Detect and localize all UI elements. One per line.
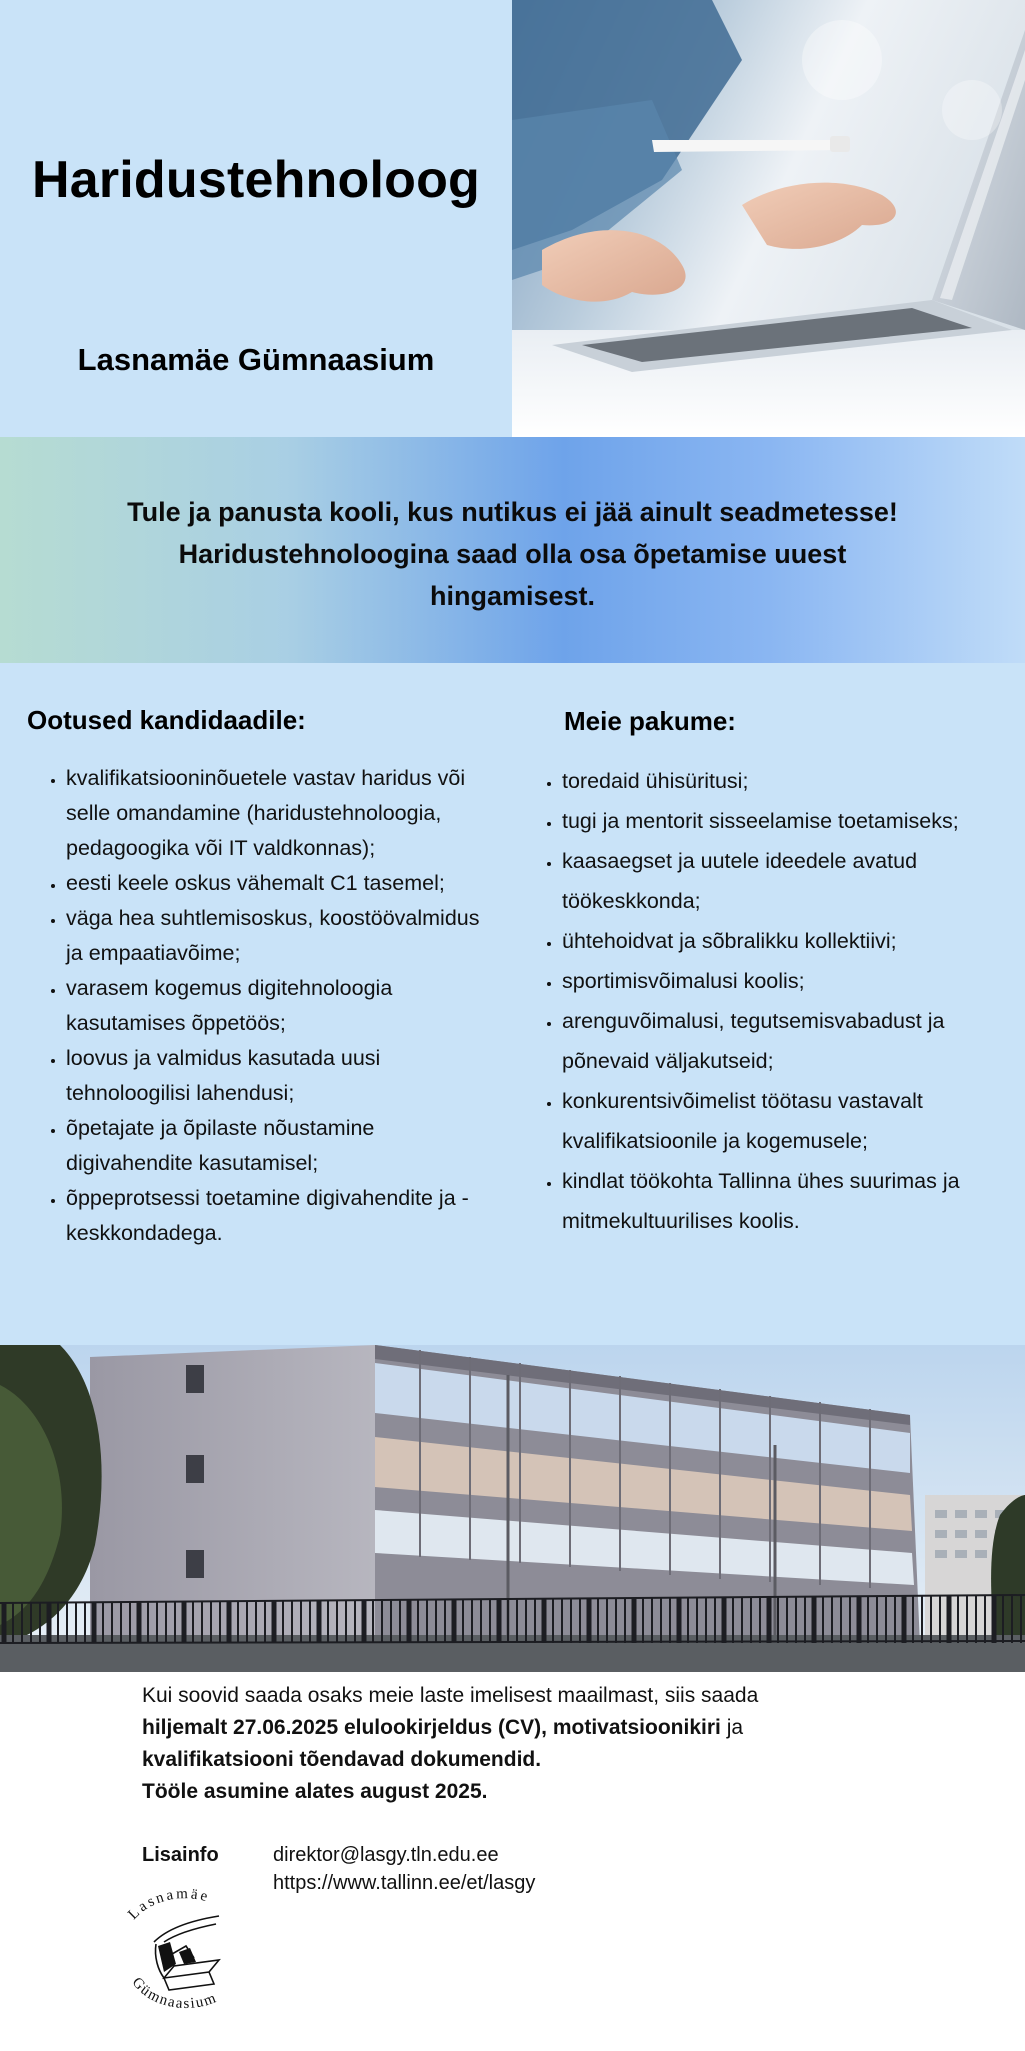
offer-heading: Meie pakume: xyxy=(564,706,736,736)
list-item: • väga hea suhtlemisoskus, koostöövalmidus ja empaatiavõime; xyxy=(66,901,486,971)
school-building-photo xyxy=(0,1345,1025,1672)
footer xyxy=(0,1672,1025,2051)
slogan-line: Haridustehnoloogina saad olla osa õpetamise uuest xyxy=(178,539,847,569)
list-item: • kindlat töökohta Tallinna ühes suurimas ja mitmekultuurilises koolis. xyxy=(562,1161,1012,1241)
laptop-illustration-icon xyxy=(512,0,1025,437)
school-name: Lasnamäe Gümnaasium xyxy=(77,342,435,377)
page-title: Haridustehnoloog xyxy=(31,151,481,209)
list-item: • sportimisvõimalusi koolis; xyxy=(562,961,1012,1001)
header xyxy=(0,0,1025,437)
slogan-banner xyxy=(0,437,1025,663)
laptop-typing-photo xyxy=(512,0,1025,437)
list-item: • arenguvõimalusi, tegutsemisvabadust ja põnevaid väljakutseid; xyxy=(562,1001,1012,1081)
list-item: • ühtehoidvat ja sõbralikku kollektiivi; xyxy=(562,921,1012,961)
slogan-line: Tule ja panusta kooli, kus nutikus ei jää ainult seadmetesse! xyxy=(127,497,898,527)
school-building-icon xyxy=(0,1345,1025,1672)
list-item: • kaasaegset ja uutele ideedele avatud töökeskkonda; xyxy=(562,841,1012,921)
list-item: • tugi ja mentorit sisseelamise toetamiseks; xyxy=(562,801,1012,841)
slogan-line: hingamisest. xyxy=(429,581,596,611)
requirements-list xyxy=(66,761,486,1251)
details-section xyxy=(0,663,1025,1345)
offer-list xyxy=(562,761,1012,1241)
logo-text-bottom: Gümnaasium xyxy=(128,1974,220,2013)
application-documents: kvalifikatsiooni tõendavad dokumendid. xyxy=(142,1748,542,1771)
contact-email-link[interactable]: direktor@lasgy.tln.edu.ee xyxy=(273,1844,499,1866)
list-item: • õpetajate ja õpilaste nõustamine digivahendite kasutamisel; xyxy=(66,1111,486,1181)
application-text xyxy=(142,1680,820,1776)
application-intro: Kui soovid saada osaks meie laste imelisest maailmast, siis saada xyxy=(142,1684,759,1707)
slogan-text xyxy=(60,491,965,617)
list-item: • eesti keele oskus vähemalt C1 tasemel; xyxy=(66,866,486,901)
list-item: • varasem kogemus digitehnoloogia kasutamises õppetöös; xyxy=(66,971,486,1041)
list-item: • kvalifikatsiooninõuetele vastav haridus või selle omandamine (haridustehnoloogia, pedagoogika või IT valdkonnas); xyxy=(66,761,486,866)
application-and: ja xyxy=(726,1716,744,1739)
info-label: Lisainfo xyxy=(142,1844,219,1866)
list-item: • konkurentsivõimelist töötasu vastavalt kvalifikatsioonile ja kogemusele; xyxy=(562,1081,1012,1161)
school-logo-icon xyxy=(124,1872,250,2022)
list-item: • loovus ja valmidus kasutada uusi tehnoloogilisi lahendusi; xyxy=(66,1041,486,1111)
list-item: • õppeprotsessi toetamine digivahendite ja -keskkondadega. xyxy=(66,1181,486,1251)
logo-text-top: Lasnamäe xyxy=(125,1886,212,1923)
requirements-heading: Ootused kandidaadile: xyxy=(27,705,306,735)
website-link[interactable]: https://www.tallinn.ee/et/lasgy xyxy=(273,1872,536,1894)
start-date: Tööle asumine alates august 2025. xyxy=(142,1780,488,1803)
application-deadline: hiljemalt 27.06.2025 elulookirjeldus (CV), motivatsioonikiri xyxy=(142,1716,721,1739)
list-item: • toredaid ühisüritusi; xyxy=(562,761,1012,801)
